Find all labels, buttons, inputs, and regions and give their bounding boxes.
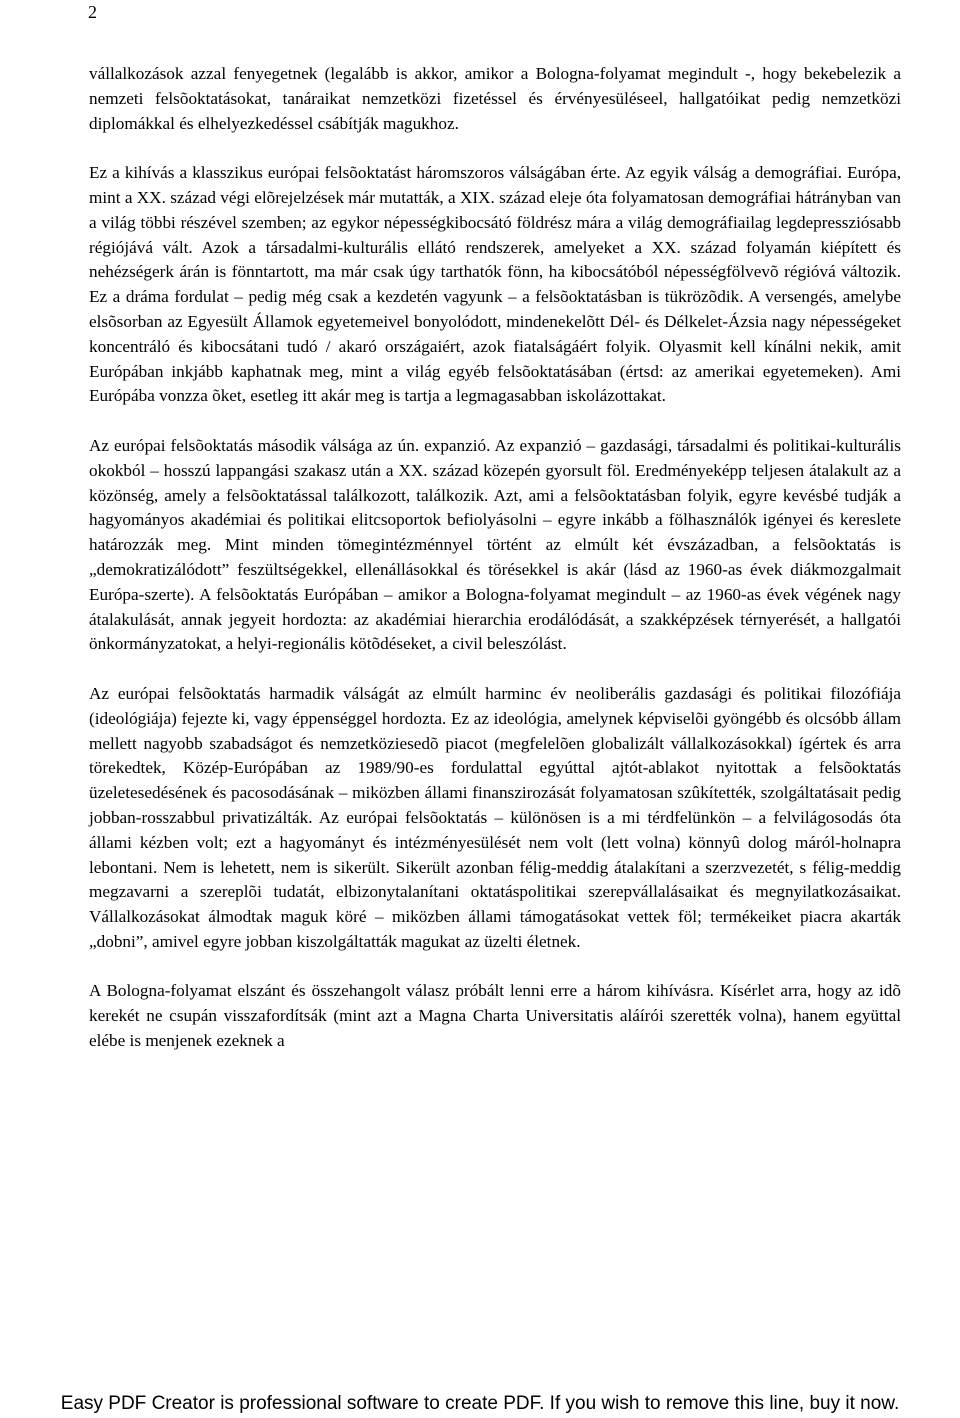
paragraph-4: Az európai felsõoktatás harmadik válságát az elmúlt harminc év neoliberális gazdasági és politikai filozófiája (ideológiája) fejezte ki, vagy éppenséggel hordozta. Ez az ideológia, amelynek képviselõi gyöngébb és olcsóbb állam mellett nagyobb szabadságot és nemzetköziesedõ piacot (megfelelõen globalizált vállalkozásokkal) ígértek és arra törekedtek, Közép-Európában az 1989/90-es fordulattal egyúttal ajtót-ablakot nyitottak a felsõoktatás üzeletesedésének és pacosodásának – miközben állami finanszirozását folyamatosan szûkítették, szolgáltatásait pedig jobban-rosszabbul privatizálták. Az európai felsõoktatás – különösen is a mi térdfelünkön – a felvilágosodás óta állami kézben volt; ezt a hagyományt és intézményesülését nem volt (lett volna) könnyû dolog máról-holnapra lebontani. Nem is lehetett, nem is sikerült. Sikerült azonban félig-meddig átalakítani a szerzvezetét, s félig-meddig megzavarni a szereplõi tudatát, elbizonytalanítani oktatáspolitikai szerepvállalásaikat és megnyilatkozásaikat. Vállalkozásokat álmodtak maguk köré – miközben állami támogatásokat vettek föl; termékeiket piacra akarták „dobni”, amivel egyre jobban kiszolgáltatták magukat az üzelti életnek. [89, 683, 901, 951]
pdf-creator-watermark: Easy PDF Creator is professional software to create PDF. If you wish to remove this line, buy it now. [60, 1393, 900, 1414]
paragraph-3: Az európai felsõoktatás második válsága az ún. expanzió. Az expanzió – gazdasági, társadalmi és politikai-kulturális okokból – hosszú lappangási szakasz után a XX. század közepén gyorsult föl. Eredményeképp teljesen átalakult az a közönség, amely a felsõoktatással találkozott, találkozik. Azt, ami a felsõoktatásban folyik, egyre kevésbé tudják a hagyományos akadémiai és politikai elitcsoportok befiolyásolni – egyre inkább a fölhasználók igényei és kereslete határozzák meg. Mint minden tömegintézménnyel történt az elmúlt két évszázadban, a felsõoktatás is „demokratizálódott” feszültségekkel, ellenállásokkal és törésekkel is akár (lásd az 1960-as évek diákmozgalmait Európa-szerte). A felsõoktatás Európában – amikor a Bologna-folyamat megindult – az 1960-as évek végének nagy átalakulását, annak jegyeit hordozta: az akadémiai hierarchia erodálódását, a szakképzések térnyerését, a hallgatói önkormányzatokat, a helyi-regionális kötõdéseket, a civil beleszólást. [89, 435, 901, 654]
document-body [89, 62, 901, 1054]
paragraph-1: vállalkozások azzal fenyegetnek (legalább is akkor, amikor a Bologna-folyamat megindult -, hogy bekebelezik a nemzeti felsõoktatásokat, tanáraikat nemzetközi fizetéssel és érvényesüléseel, hallgatóikat pedig nemzetközi diplomákkal és elhelyezkedéssel csábítják magukhoz. [89, 64, 901, 133]
paragraph-5: A Bologna-folyamat elszánt és összehangolt válasz próbált lenni erre a három kihívásra. Kísérlet arra, hogy az idõ kerekét ne csupán visszafordítsák (mint azt a Magna Charta Universitatis aláírói szerették volna), hanem együttal elébe is menjenek ezeknek a [89, 981, 901, 1051]
paragraph-2: Ez a kihívás a klasszikus európai felsõoktatást háromszoros válságában érte. Az egyik válság a demográfiai. Európa, mint a XX. század végi elõrejelzések már mutatták, a XIX. század eleje óta folyamatosan demográfiai hátrányban van a világ többi részével szemben; az egykor népességkibocsátó földrész mára a világ demográfiailag legdepressziósabb régiójává vált. Azok a társadalmi-kulturális ellátó rendszerek, amelyeket a XX. század folyamán kiépített és nehézségerk árán is fönntartott, ma már csak úgy tarthatók fönn, ha kibocsátóból népességfölvevõ régióvá változik. Ez a dráma fordulat – pedig még csak a kezdetén vagyunk – a felsõoktatásban is tükrözõdik. A versengés, amelybe elsõsorban az Egyesült Államok egyetemeivel bonyolódott, mindenekelõtt Dél- és Délkelet-Ázsia nagy népességeket koncentráló és kibocsátani tudó / akaró országaiért, azok fiatalságáért folyik. Olyasmit kell kínálni nekik, amit Európában inkjább kaphatnak meg, mint a világ egyéb felsõoktatásában (értsd: az amerikai egyetemeken). Ami Európába vonzza õket, esetleg itt akár meg is tartja a legmagasabban iskolázottakat. [89, 163, 901, 406]
page-number: 2 [88, 2, 97, 22]
